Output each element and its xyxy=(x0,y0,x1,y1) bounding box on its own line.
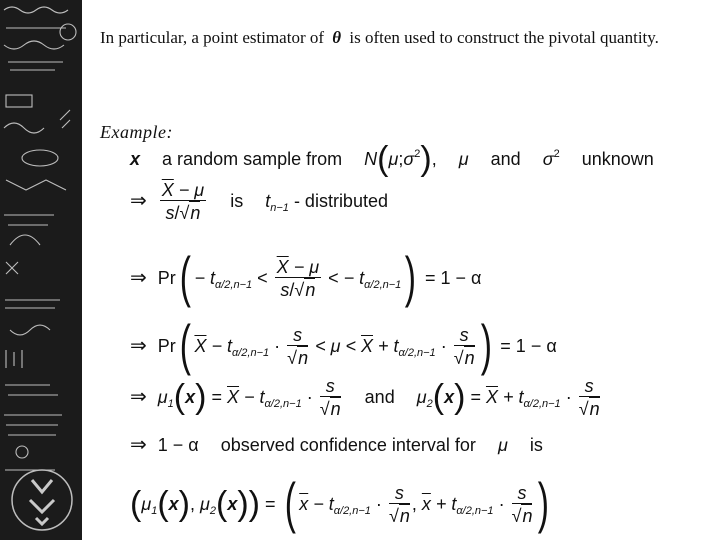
formula-line-2: ⇒ $\frac{\overline{X} - \mu}{s/√n}$ is $t_{n-1}$ - distributed xyxy=(130,180,388,223)
example-label: Example: xyxy=(100,122,173,142)
formula-line-5: ⇒ $\mu_1(x) = \overline{X} - t_{\alpha/2,n-1}$ · $\frac{s}{√n}$ and $\mu_2(x) = \overline{X} + t_{\alpha/2,n-1}$ · $\frac{s}{√n}$ xyxy=(130,376,600,419)
pivot-fraction: $\frac{\overline{X} - \mu}{s/√n}$ xyxy=(161,180,205,223)
formula-line-1: x a random sample from $N(\mu;\sigma^2)$, μ and $\sigma^2$ unknown xyxy=(130,140,654,178)
slide-content xyxy=(100,0,710,540)
theta-symbol: θ xyxy=(332,28,342,47)
intro-text-1: In particular, a point estimator of xyxy=(100,28,325,47)
formula-line-3: ⇒ $Pr( - t_{\alpha/2,n-1}$ < $\frac{\overline{X} - \mu}{s/√n}$ < − $t_{\alpha/2,n-1}) = 1 - \alpha$ xyxy=(130,245,482,308)
intro-text-2: is often used to construct the pivotal quantity. xyxy=(349,28,659,47)
formula-line-4: ⇒ Pr( $\overline{X} - t_{\alpha/2,n-1}$ · $\frac{s}{√n}$ < $\mu < \overline{X} + t_{\alpha/2,n-1}$ · $\frac{s}{√n}$ ) = 1 − α xyxy=(130,313,557,376)
chalkboard-doodle-icon xyxy=(0,0,82,540)
formula-line-6: ⇒ 1 − α observed confidence interval for μ is xyxy=(130,434,543,456)
decorative-side-strip xyxy=(0,0,82,540)
formula-line-7: ($\mu_1(x)$, $\mu_2(x)$) = ( $\overline{x} - t_{\alpha/2,n-1}$ · $\frac{s}{√n}$ , $\overline{x} + t_{\alpha/2,n-1}$ · $\frac{s}{√n}$ ) xyxy=(130,471,550,534)
intro-paragraph xyxy=(100,27,700,49)
